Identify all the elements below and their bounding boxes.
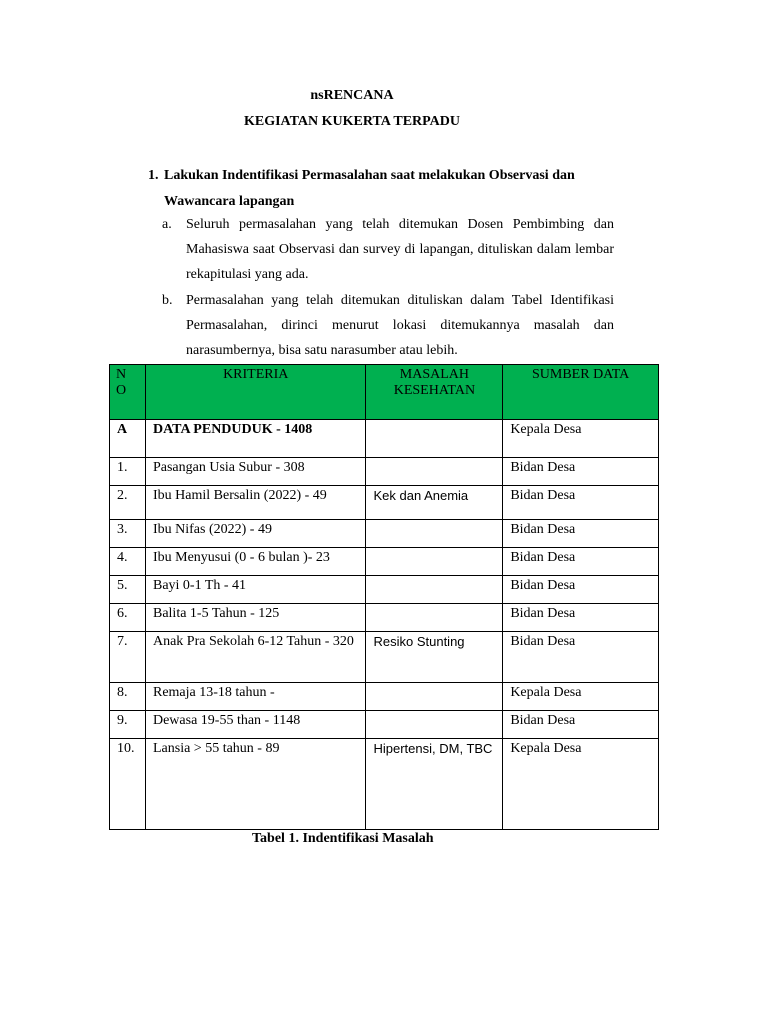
row-sumber: Bidan Desa xyxy=(503,458,659,486)
row-sumber: Bidan Desa xyxy=(503,632,659,683)
row-kriteria: Pasangan Usia Subur - 308 xyxy=(145,458,366,486)
table-row xyxy=(110,576,659,604)
row-no: A xyxy=(110,420,146,458)
row-kriteria: Anak Pra Sekolah 6-12 Tahun - 320 xyxy=(145,632,366,683)
row-no: 1. xyxy=(110,458,146,486)
row-sumber: Bidan Desa xyxy=(503,520,659,548)
row-masalah: Resiko Stunting xyxy=(366,632,503,683)
row-no: 5. xyxy=(110,576,146,604)
table-caption: Tabel 1. Indentifikasi Masalah xyxy=(252,831,434,846)
row-kriteria: DATA PENDUDUK - 1408 xyxy=(145,420,366,458)
row-masalah xyxy=(366,548,503,576)
row-sumber: Kepala Desa xyxy=(503,739,659,830)
row-masalah xyxy=(366,420,503,458)
row-kriteria: Remaja 13-18 tahun - xyxy=(145,683,366,711)
row-sumber: Bidan Desa xyxy=(503,711,659,739)
header-kriteria: KRITERIA xyxy=(145,365,366,420)
item-text: Lakukan Indentifikasi Permasalahan saat melakukan Observasi dan Wawancara lapangan xyxy=(164,168,575,209)
row-sumber: Bidan Desa xyxy=(503,576,659,604)
row-masalah: Kek dan Anemia xyxy=(366,486,503,520)
row-masalah: Hipertensi, DM, TBC xyxy=(366,739,503,830)
table-row xyxy=(110,711,659,739)
table-row xyxy=(110,458,659,486)
row-masalah xyxy=(366,458,503,486)
table-header-row xyxy=(110,365,659,420)
row-sumber: Bidan Desa xyxy=(503,486,659,520)
document-title: nsRENCANA xyxy=(310,88,394,103)
header-masalah: MASALAH KESEHATAN xyxy=(366,365,503,420)
sub-item-text: Permasalahan yang telah ditemukan dituliskan dalam Tabel Identifikasi Permasalahan, dirinci menurut lokasi ditemukannya masalah dan narasumbernya, bisa satu narasumber atau lebih. xyxy=(186,293,614,358)
table-row xyxy=(110,604,659,632)
sub-item-label: a. xyxy=(162,217,172,232)
row-kriteria: Ibu Menyusui (0 - 6 bulan )- 23 xyxy=(145,548,366,576)
row-masalah xyxy=(366,576,503,604)
row-sumber: Bidan Desa xyxy=(503,548,659,576)
row-kriteria: Ibu Hamil Bersalin (2022) - 49 xyxy=(145,486,366,520)
header-sumber: SUMBER DATA xyxy=(503,365,659,420)
document-subtitle: KEGIATAN KUKERTA TERPADU xyxy=(243,114,460,129)
table-row xyxy=(110,520,659,548)
row-kriteria: Lansia > 55 tahun - 89 xyxy=(145,739,366,830)
row-sumber: Kepala Desa xyxy=(503,420,659,458)
row-no: 7. xyxy=(110,632,146,683)
row-masalah xyxy=(366,520,503,548)
row-kriteria: Bayi 0-1 Th - 41 xyxy=(145,576,366,604)
row-masalah xyxy=(366,604,503,632)
row-masalah xyxy=(366,683,503,711)
table-row xyxy=(110,420,659,458)
row-no: 9. xyxy=(110,711,146,739)
table-row xyxy=(110,632,659,683)
row-no: 6. xyxy=(110,604,146,632)
table-row xyxy=(110,739,659,830)
header-no: N O xyxy=(110,365,146,420)
problem-identification-table xyxy=(109,364,659,830)
table-row xyxy=(110,683,659,711)
sub-item-label: b. xyxy=(162,293,173,308)
row-no: 3. xyxy=(110,520,146,548)
row-no: 10. xyxy=(110,739,146,830)
row-no: 2. xyxy=(110,486,146,520)
row-masalah xyxy=(366,711,503,739)
row-kriteria: Ibu Nifas (2022) - 49 xyxy=(145,520,366,548)
row-sumber: Bidan Desa xyxy=(503,604,659,632)
sub-item-text: Seluruh permasalahan yang telah ditemukan Dosen Pembimbing dan Mahasiswa saat Observasi dan survey di lapangan, dituliskan dalam lembar rekapitulasi yang ada. xyxy=(186,217,614,282)
table-row xyxy=(110,548,659,576)
table-row xyxy=(110,486,659,520)
item-number: 1. xyxy=(148,168,159,183)
row-sumber: Kepala Desa xyxy=(503,683,659,711)
row-kriteria: Dewasa 19-55 than - 1148 xyxy=(145,711,366,739)
row-kriteria: Balita 1-5 Tahun - 125 xyxy=(145,604,366,632)
row-no: 4. xyxy=(110,548,146,576)
row-no: 8. xyxy=(110,683,146,711)
